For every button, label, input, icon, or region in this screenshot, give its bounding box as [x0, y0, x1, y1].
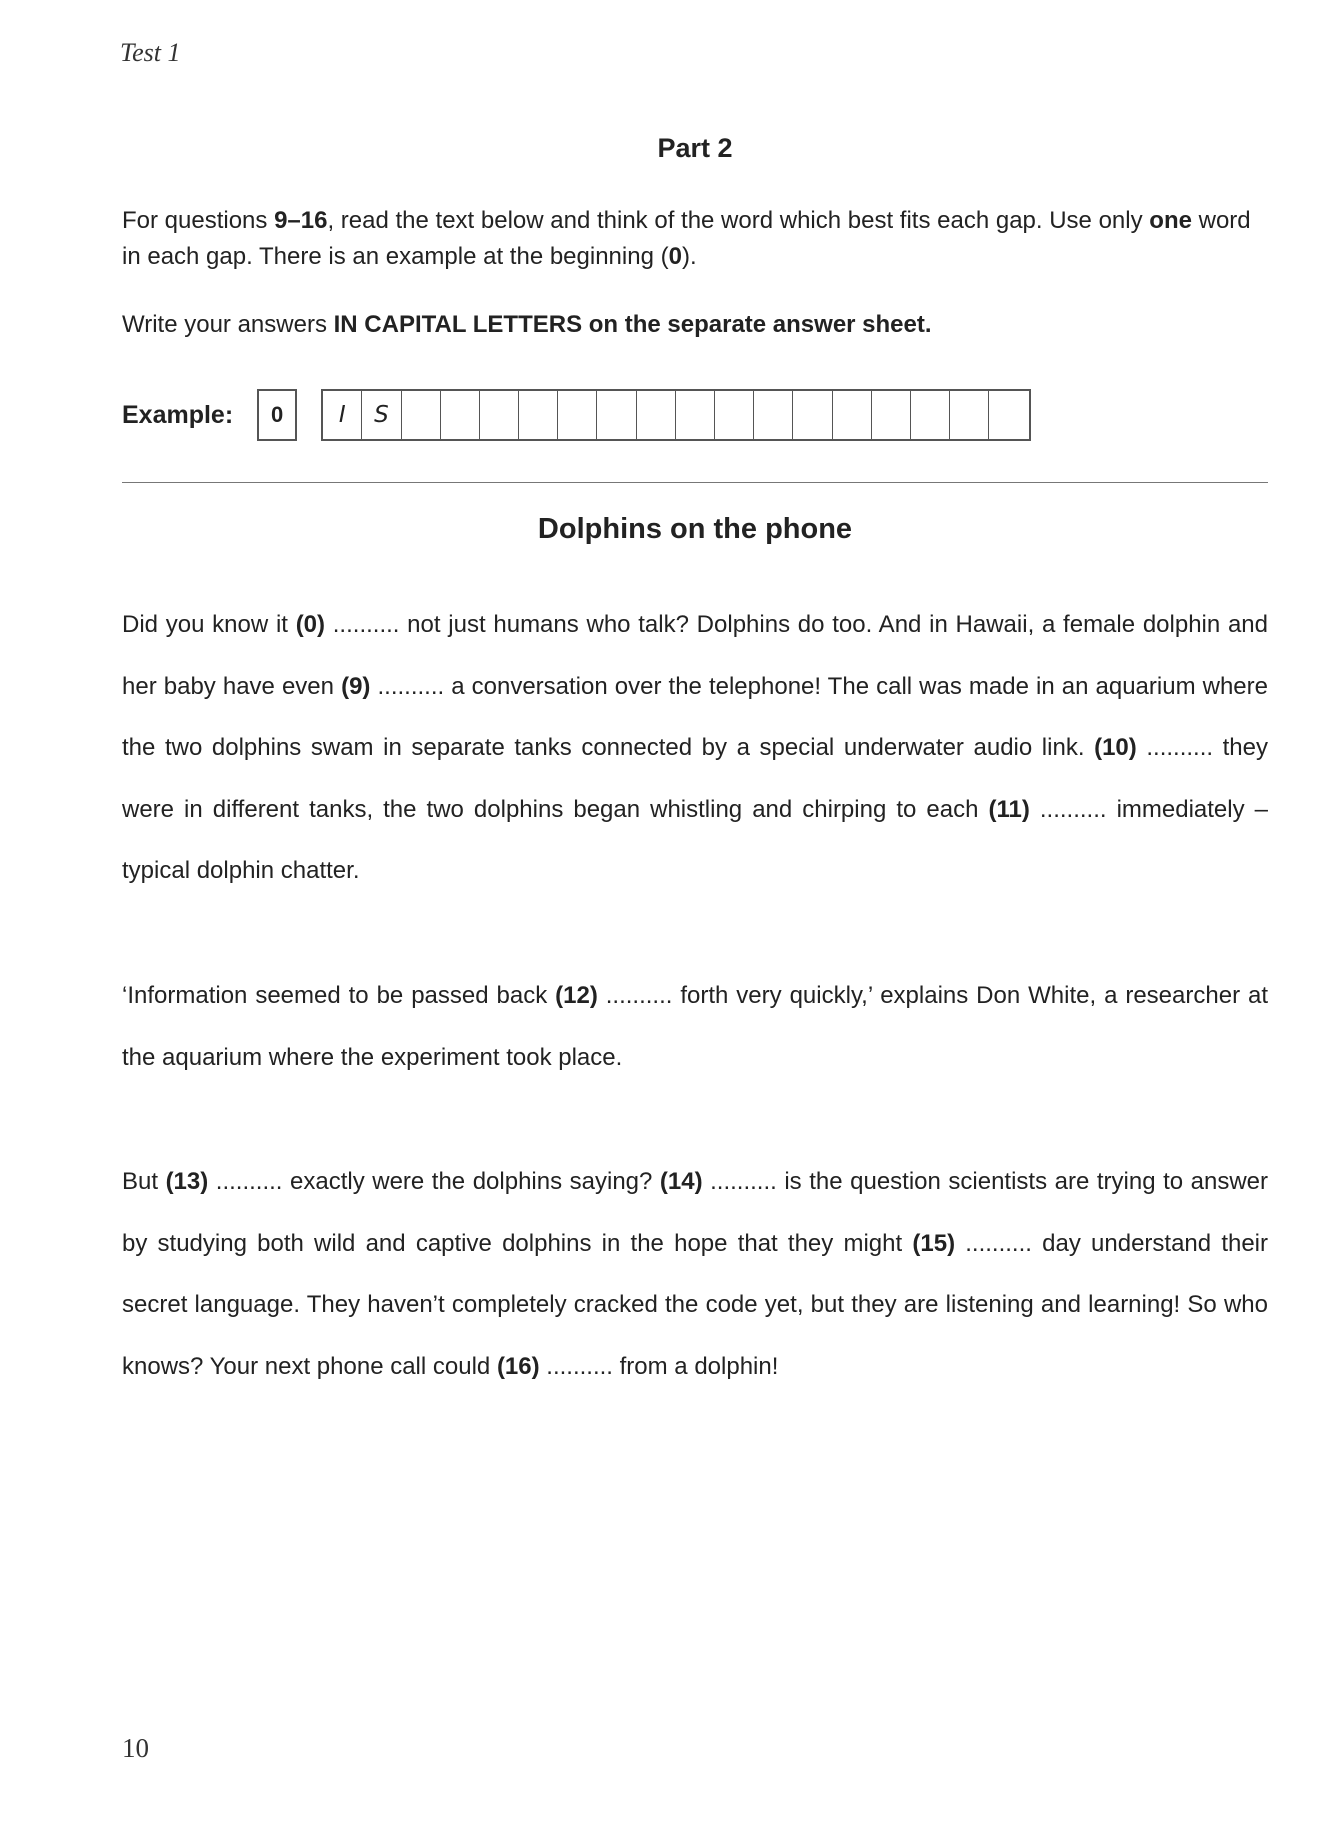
- gap-number: (11): [988, 795, 1030, 823]
- passage-text: .......... exactly were the dolphins saying?: [208, 1168, 660, 1195]
- passage-text: ‘Information seemed to be passed back: [122, 982, 556, 1009]
- gap-number: (16): [496, 1352, 540, 1380]
- instruction-bold: one: [1149, 207, 1192, 234]
- answer-cell: [402, 391, 441, 439]
- answer-cell: [715, 391, 754, 439]
- instruction-text: Write your answers: [122, 311, 334, 338]
- gap-number: (10): [1094, 734, 1137, 761]
- answer-cell: [911, 391, 950, 439]
- passage-paragraph: [122, 594, 1268, 902]
- gap-number: (12): [555, 982, 598, 1009]
- passage-text: .......... they were in different tanks, the two dolphins began whistling and chirping to each: [122, 734, 1268, 823]
- passage-text: .......... forth very quickly,’ explains Don White, a researcher at the aquarium where the experiment took place.: [122, 982, 1269, 1071]
- instructions: [122, 203, 1272, 275]
- example-label: Example:: [122, 400, 234, 429]
- gap-number: (0): [295, 611, 326, 638]
- answer-cell: [676, 391, 715, 439]
- example-row: [122, 388, 1031, 442]
- instruction-bold: 0: [668, 243, 682, 270]
- example-answer-grid: [321, 389, 1030, 441]
- passage-text: .......... not just humans who talk? Dolphins do too. And in Hawaii, a female dolphin and her baby have even: [122, 611, 1269, 700]
- answer-cell: I: [323, 391, 362, 439]
- answer-cell: [833, 391, 872, 439]
- answer-cell: [519, 391, 558, 439]
- passage-text: .......... from a dolphin!: [539, 1352, 779, 1380]
- gap-number: (9): [341, 672, 371, 700]
- section-divider: [122, 482, 1268, 483]
- answer-cell: [441, 391, 480, 439]
- answer-cell: [597, 391, 636, 439]
- instruction-text: For questions: [122, 207, 275, 234]
- gap-number: (13): [165, 1168, 209, 1195]
- gap-number: (15): [912, 1229, 956, 1257]
- answer-instruction: [122, 307, 932, 343]
- answer-cell: [793, 391, 832, 439]
- answer-cell: [872, 391, 911, 439]
- passage-text: Did you know it: [122, 611, 296, 638]
- passage-text: But: [122, 1168, 166, 1195]
- passage-paragraph: [122, 965, 1268, 1088]
- answer-cell: [558, 391, 597, 439]
- instruction-bold: IN CAPITAL LETTERS on the separate answer sheet.: [333, 311, 932, 338]
- answer-cell: S: [362, 391, 401, 439]
- answer-cell: [480, 391, 519, 439]
- passage-text: .......... is the question scientists are trying to answer by studying both wild and captive dolphins in the hope that they might: [122, 1168, 1268, 1257]
- answer-cell: [637, 391, 676, 439]
- example-number-box: [257, 389, 297, 441]
- instruction-bold: 9–16: [274, 207, 328, 234]
- answer-cell: [950, 391, 989, 439]
- passage-paragraph: [122, 1151, 1268, 1397]
- instruction-text: word in each gap. There is an example at the beginning (: [122, 207, 1251, 270]
- page-number: 10: [122, 1733, 149, 1763]
- passage-title: Dolphins on the phone: [537, 513, 853, 545]
- example-number: 0: [271, 402, 284, 427]
- answer-cell: [754, 391, 793, 439]
- test-label: Test 1: [120, 38, 181, 67]
- passage-text: .......... immediately – typical dolphin chatter.: [122, 795, 1268, 884]
- answer-cell: [989, 391, 1028, 439]
- part-title: Part 2: [657, 133, 733, 163]
- gap-number: (14): [659, 1168, 703, 1195]
- passage-text: .......... a conversation over the telephone! The call was made in an aquarium where the two dolphins swam in separate tanks connected by a special underwater audio link.: [122, 672, 1268, 761]
- passage-text: .......... day understand their secret language. They haven’t completely cracked the code yet, but they are listening and learning! So who knows? Your next phone call could: [122, 1229, 1269, 1380]
- instruction-text: ).: [681, 243, 697, 270]
- instruction-text: , read the text below and think of the word which best fits each gap. Use only: [327, 207, 1150, 234]
